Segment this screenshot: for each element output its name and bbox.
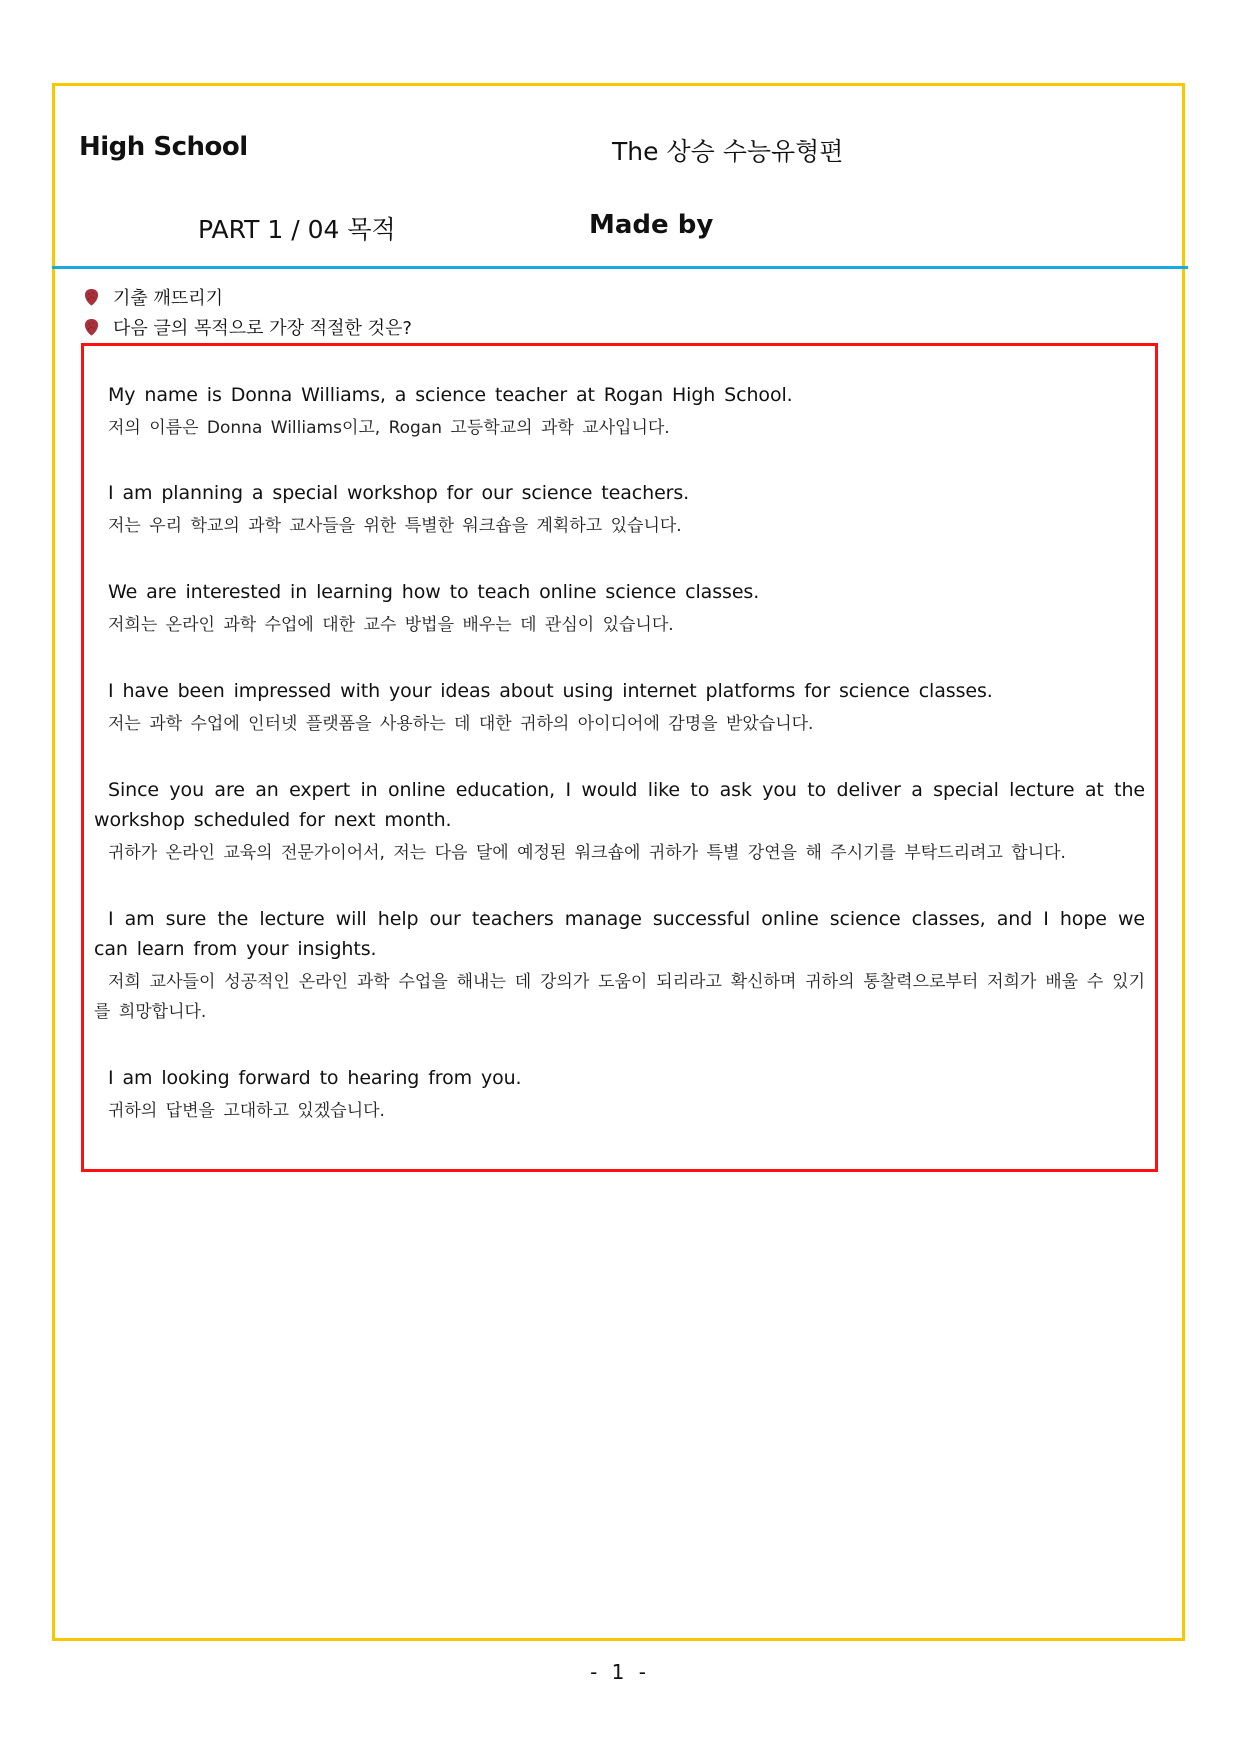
korean-translation: 저는 우리 학교의 과학 교사들을 위한 특별한 워크숍을 계획하고 있습니다. [108,516,682,536]
korean-translation: 귀하의 답변을 고대하고 있겠습니다. [108,1101,385,1121]
english-sentence: I am planning a special workshop for our science teachers. [108,482,690,504]
section-label-line [84,284,223,310]
passage-paragraph [94,1063,1145,1126]
question-line [84,314,412,340]
strawberry-icon [84,288,99,306]
made-by-label: Made by [589,210,714,240]
korean-translation: 저의 이름은 Donna Williams이고, Rogan 고등학교의 과학 교사입니다. [108,418,670,438]
question-text: 다음 글의 목적으로 가장 적절한 것은? [113,318,412,339]
passage-box [81,343,1158,1172]
header-divider [52,266,1188,269]
book-title: The 상승 수능유형편 [612,137,844,166]
section-label: 기출 깨뜨리기 [113,288,224,309]
passage-paragraph [94,676,1145,739]
passage-paragraph [94,775,1145,868]
english-sentence: My name is Donna Williams, a science teacher at Rogan High School. [108,384,793,406]
passage-paragraph [94,478,1145,541]
part-label: PART 1 / 04 목적 [198,215,396,244]
passage-paragraph [94,904,1145,1027]
korean-translation: 저희 교사들이 성공적인 온라인 과학 수업을 해내는 데 강의가 도움이 되리라고 확신하며 귀하의 통찰력으로부터 저희가 배울 수 있기를 희망합니다. [94,972,1145,1022]
english-sentence: I am sure the lecture will help our teachers manage successful online science classes, and I hope we can learn from your insights. [94,908,1145,960]
korean-translation: 저는 과학 수업에 인터넷 플랫폼을 사용하는 데 대한 귀하의 아이디어에 감명을 받았습니다. [108,714,814,734]
passage-paragraph [94,380,1145,443]
english-sentence: I am looking forward to hearing from you. [108,1067,522,1089]
english-sentence: Since you are an expert in online education, I would like to ask you to deliver a special lecture at the workshop scheduled for next month. [94,779,1145,831]
korean-translation: 귀하가 온라인 교육의 전문가이어서, 저는 다음 달에 예정된 워크숍에 귀하가 특별 강연을 해 주시기를 부탁드리려고 합니다. [108,843,1066,863]
english-sentence: We are interested in learning how to teach online science classes. [108,581,760,603]
passage-paragraph [94,577,1145,640]
english-sentence: I have been impressed with your ideas about using internet platforms for science classes. [108,680,993,702]
page-number: - 1 - [590,1660,650,1684]
korean-translation: 저희는 온라인 과학 수업에 대한 교수 방법을 배우는 데 관심이 있습니다. [108,615,674,635]
strawberry-icon [84,318,99,336]
school-level-title: High School [79,132,248,162]
